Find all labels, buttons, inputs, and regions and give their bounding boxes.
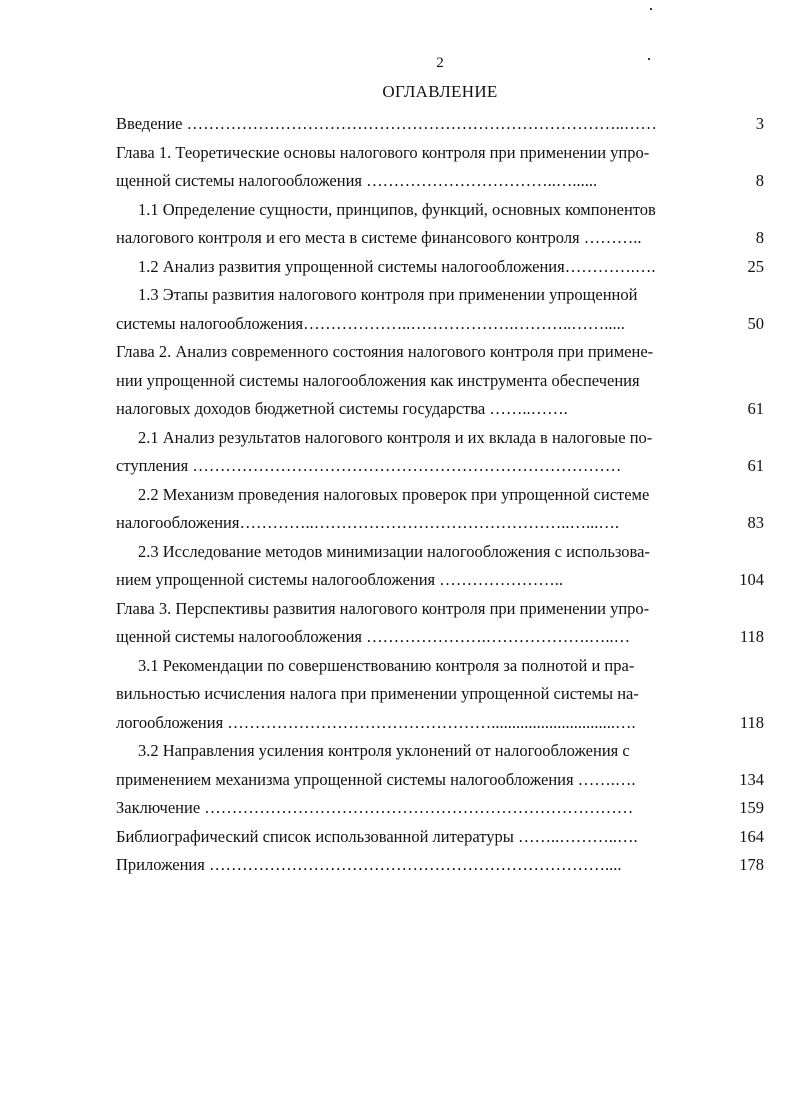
toc-entry-line: нии упрощенной системы налогообложения как инструмента обеспечения — [116, 370, 640, 390]
toc-entry-line: применением механизма упрощенной системы налогообложения …….…. — [116, 769, 636, 789]
toc-page-number: 61 — [747, 399, 764, 418]
toc-entry-line: вильностью исчисления налога при применении упрощенной системы на- — [116, 684, 639, 703]
toc-entry-line: налогообложения…………..………………………………………..…...…. — [116, 513, 619, 532]
toc-entry — [116, 139, 764, 196]
toc-page-number: 3 — [755, 114, 764, 133]
toc-entry-line: налоговых доходов бюджетной системы государства ……..……. — [116, 399, 568, 418]
toc-page-number: 134 — [739, 769, 764, 789]
toc-title: ОГЛАВЛЕНИЕ — [382, 82, 498, 101]
toc-page-number: 164 — [739, 826, 764, 846]
toc-entry-line: щенной системы налогообложения ………………….……………….…..… — [116, 627, 631, 646]
toc-entry — [116, 481, 764, 538]
toc-entry-line: 1.3 Этапы развития налогового контроля при применении упрощенной — [138, 285, 638, 304]
toc-page-number: 178 — [739, 855, 764, 874]
toc-entry — [116, 253, 764, 282]
toc-entry-line: 1.1 Определение сущности, принципов, функций, основных компонентов — [138, 199, 656, 219]
toc-page-number: 118 — [739, 627, 764, 646]
toc-entry — [116, 424, 764, 481]
toc-entry-line: 2.3 Исследование методов минимизации налогообложения с использова- — [138, 541, 650, 561]
toc-entry-line: налогового контроля и его места в системе финансового контроля ……….. — [116, 228, 642, 247]
toc-page-number: 118 — [739, 712, 764, 732]
toc-entry-line: Глава 2. Анализ современного состояния налогового контроля при примене- — [116, 342, 654, 361]
toc-page-number: 25 — [747, 256, 764, 276]
toc-page-number: 8 — [755, 171, 764, 190]
toc-entry-line: нием упрощенной системы налогообложения ………………….. — [116, 570, 564, 589]
toc-entry-line: 2.1 Анализ результатов налогового контроля и их вклада в налоговые по- — [138, 427, 653, 447]
toc-entry-line: 3.2 Направления усиления контроля уклонений от налогообложения с — [138, 741, 630, 760]
toc-entry-line: 3.1 Рекомендации по совершенствованию контроля за полнотой и пра- — [138, 655, 635, 675]
toc-entry-line: Глава 3. Перспективы развития налогового контроля при применении упро- — [116, 598, 650, 618]
toc-entry — [116, 794, 764, 823]
page-number: 2 — [436, 55, 444, 71]
toc-entry — [116, 281, 764, 338]
toc-page-number: 8 — [755, 228, 764, 247]
toc-page-number: 61 — [747, 456, 764, 475]
toc-entry — [116, 110, 764, 139]
toc-entry-line: 1.2 Анализ развития упрощенной системы налогообложения………….…. — [138, 256, 656, 276]
toc-entry-line: Библиографический список использованной литературы ……..………..…. — [116, 826, 638, 846]
toc-entry-line: Введение ……………………………………………………………………..…… — [116, 114, 657, 133]
toc-entry — [116, 737, 764, 794]
toc-page-number: 83 — [747, 513, 764, 532]
toc-entry — [116, 196, 764, 253]
table-of-contents — [116, 110, 764, 880]
toc-entry-line: Глава 1. Теоретические основы налогового контроля при применении упро- — [116, 142, 650, 162]
toc-entry-line: ступления …………………………………………………………………… — [116, 456, 622, 475]
toc-entry-line: системы налогообложения………………..……………….………..……..... — [116, 313, 625, 333]
toc-entry — [116, 823, 764, 852]
toc-entry-line: 2.2 Механизм проведения налоговых проверок при упрощенной системе — [138, 484, 650, 504]
toc-entry — [116, 338, 764, 424]
scan-speck — [650, 8, 652, 10]
toc-entry-line: щенной системы налогообложения ……………………………..…...... — [116, 171, 598, 190]
toc-entry — [116, 851, 764, 880]
toc-entry-line: логообложения …………………………………………..............................…. — [116, 712, 636, 732]
toc-entry-line: Заключение …………………………………………………………………… — [116, 798, 634, 817]
toc-entry-line: Приложения ……………………………………………………………….... — [116, 855, 622, 874]
scan-speck — [648, 58, 650, 60]
toc-page-number: 50 — [747, 313, 764, 333]
toc-entry — [116, 652, 764, 738]
toc-entry — [116, 595, 764, 652]
toc-page-number: 159 — [739, 798, 764, 817]
toc-page-number: 104 — [739, 570, 764, 589]
toc-entry — [116, 538, 764, 595]
